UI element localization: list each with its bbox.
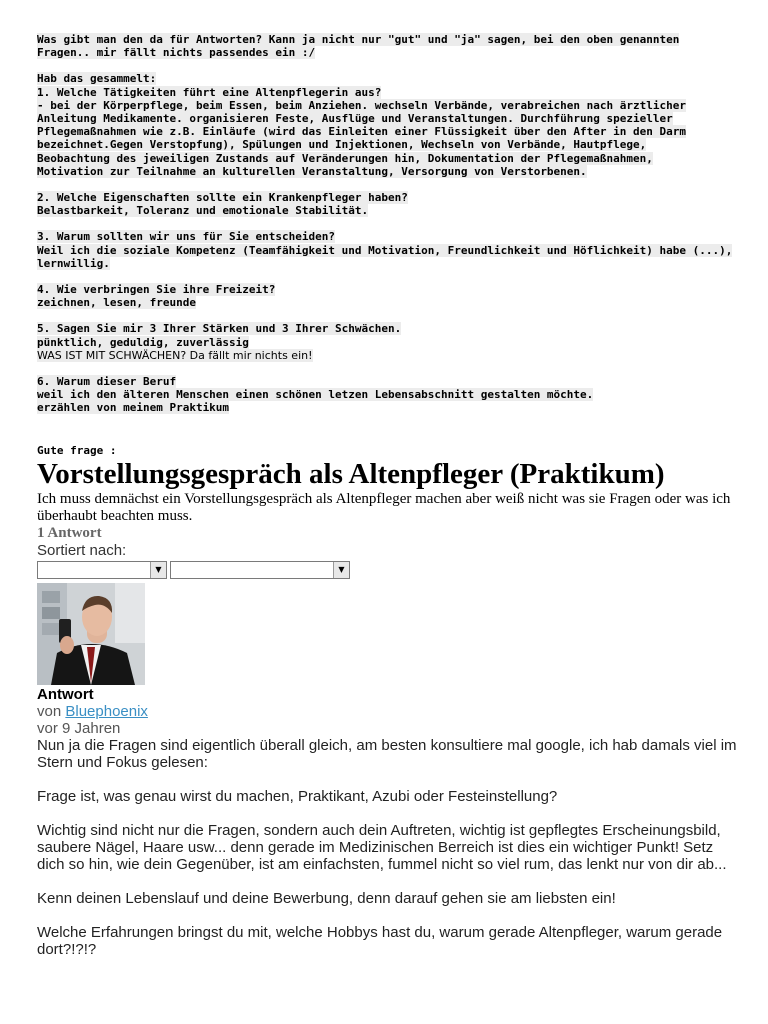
author-link[interactable]: Bluephoenix [65,702,148,720]
q3-answer-line: lernwillig. [37,256,110,270]
q5-extra-line: WAS IST MIT SCHWÄCHEN? Da fällt mir nichts ein! [37,348,313,362]
q1-question: 1. Welche Tätigkeiten führt eine Altenpflegerin aus? [37,85,382,99]
page [37,33,737,975]
q4-question: 4. Wie verbringen Sie ihre Freizeit? [37,283,276,297]
q1-answer-line: Anleitung Medikamente. organisieren Feste, Ausflüge und Veranstaltungen. Durchführung spezieller [37,112,673,126]
chevron-down-icon[interactable]: ▼ [333,562,349,578]
q1-answer-line: Pflegemaßnahmen wie z.B. Einläufe (wird das Einleiten einer Flüssigkeit über den After in den Darm [37,125,687,139]
q2-answer-line: Belastbarkeit, Toleranz und emotionale Stabilität. [37,204,369,218]
q1-answer-line: Beobachtung des jeweiligen Zustands auf Veränderungen hin, Dokumentation der Pflegemaßnahmen, [37,151,653,165]
answer-heading: Antwort [37,685,94,703]
answer-paragraph: Welche Erfahrungen bringst du mit, welche Hobbys hast du, warum gerade Altenpfleger, warum gerade dort?!?!? [37,923,723,958]
q6-answer-line: erzählen von meinem Praktikum [37,401,230,415]
sort-selects [37,561,737,579]
good-question-label: Gute frage : [37,443,117,457]
answer-body [37,737,737,958]
q6-question: 6. Warum dieser Beruf [37,375,177,389]
q3-question: 3. Warum sollten wir uns für Sie entscheiden? [37,230,336,244]
q5-question: 5. Sagen Sie mir 3 Ihrer Stärken und 3 Ihrer Schwächen. [37,322,402,336]
q1-answer-line: - bei der Körperpflege, beim Essen, beim Anziehen. wechseln Verbände, verabreichen nach ärztlicher [37,98,687,112]
notes-collected: Hab das gesammelt: [37,72,157,86]
notes-intro-line: Was gibt man den da für Antworten? Kann ja nicht nur "gut" und "ja" sagen, bei den oben genannten [37,33,680,46]
notes-block [37,33,737,415]
avatar [37,583,145,685]
answer-timestamp: vor 9 Jahren [37,719,121,737]
q6-answer-line: weil ich den älteren Menschen einen schönen letzen Lebensabschnitt gestalten möchte. [37,388,594,402]
answer-paragraph: Kenn deinen Lebenslauf und deine Bewerbung, denn darauf gehen sie am liebsten ein! [37,889,616,907]
chevron-down-icon[interactable]: ▼ [150,562,166,578]
answers-count: 1 Antwort [37,524,102,541]
answer-byline [37,703,737,720]
q3-answer-line: Weil ich die soziale Kompetenz (Teamfähigkeit und Motivation, Freundlichkeit und Höflichkeit) habe (...), [37,243,733,257]
answer-by-prefix: von [37,702,62,720]
answer-paragraph: Nun ja die Fragen sind eigentlich überall gleich, am besten konsultiere mal google, ich hab damals viel im Stern und Fokus gelesen: [37,736,737,771]
q2-question: 2. Welche Eigenschaften sollte ein Krankenpfleger haben? [37,191,408,205]
sort-select-primary[interactable] [37,561,167,579]
notes-intro-line: Fragen.. mir fällt nichts passendes ein :/ [37,46,316,60]
answer-paragraph: Wichtig sind nicht nur die Fragen, sondern auch dein Auftreten, wichtig ist gepflegtes Erscheinungsbild, saubere Nägel, Haare usw... denn gerade im Medizinischen Berreich ist dies ein wichtiger Punkt! Setz dich so hin, wie dein Gegenüber, ist am einfachsten, fummel nicht so viel rum, das lenkt nur von dir ab... [37,821,727,873]
sort-select-secondary[interactable] [170,561,350,579]
question-text: Ich muss demnächst ein Vorstellungsgespräch als Altenpfleger machen aber weiß nicht was sie Fragen oder was ich überhaubt beachten muss. [37,490,731,524]
q4-answer-line: zeichnen, lesen, freunde [37,296,196,310]
question-title: Vorstellungsgespräch als Altenpfleger (Praktikum) [37,457,665,490]
sort-label: Sortiert nach: [37,541,127,559]
q1-answer-line: bezeichnet.Gegen Verstopfung), Spülungen und Injektionen, Wechseln von Verbände, Hautpflege, [37,138,647,152]
q5-answer-line: pünktlich, geduldig, zuverlässig [37,335,249,349]
q1-answer-line: Motivation zur Teilnahme an kulturellen Veranstaltung, Versorgung von Verstorbenen. [37,164,587,178]
user-photo-icon [37,583,145,685]
answer-paragraph: Frage ist, was genau wirst du machen, Praktikant, Azubi oder Festeinstellung? [37,787,558,805]
